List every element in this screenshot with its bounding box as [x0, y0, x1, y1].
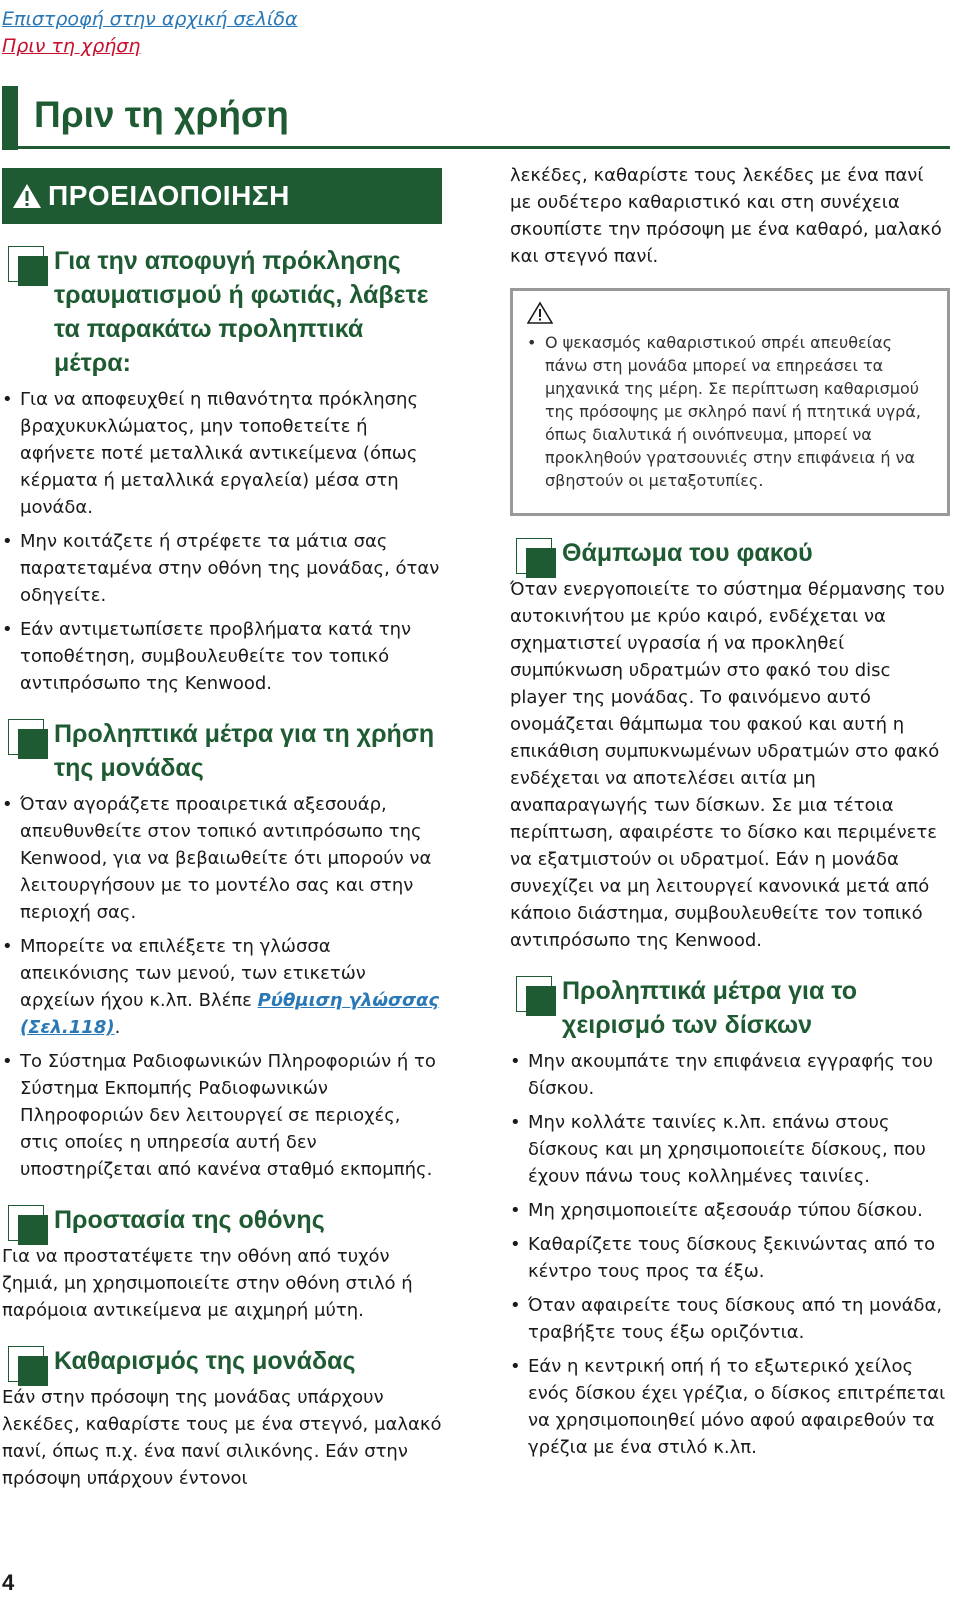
- warning-triangle-icon: [12, 182, 42, 210]
- section-disc-handling-heading: [510, 974, 950, 1042]
- page-title: Πριν τη χρήση: [34, 94, 289, 135]
- lens-fogging-heading: Θάμπωμα του φακού: [562, 539, 813, 567]
- disc-handling-heading: Προληπτικά μέτρα για το χειρισμό των δίσκων: [562, 977, 858, 1039]
- section-marker-icon: [8, 246, 48, 286]
- list-item: • Μη χρησιμοποιείτε αξεσουάρ τύπου δίσκου.: [510, 1197, 950, 1224]
- warning-banner: [2, 168, 442, 224]
- section-marker-icon: [8, 719, 48, 759]
- caution-triangle-icon: [527, 301, 553, 325]
- list-item: • Εάν η κεντρική οπή ή το εξωτερικό χείλος ενός δίσκου έχει γρέζια, ο δίσκος επιτρέπεται να χρησιμοποιηθεί μόνο αφού αφαιρεθούν τα γρέζια με ένα στιλό κ.λπ.: [510, 1353, 950, 1461]
- section-unit-precautions-heading: [2, 717, 442, 785]
- list-item: • Όταν αφαιρείτε τους δίσκους από τη μονάδα, τραβήξτε τους έξω οριζόντια.: [510, 1292, 950, 1346]
- cleaning-text: Εάν στην πρόσοψη της μονάδας υπάρχουν λεκέδες, καθαρίστε τους με ένα στεγνό, μαλακό πανί, όπως π.χ. ένα πανί σιλικόνης. Εάν στην πρόσοψη υπάρχουν έντονοι: [2, 1387, 442, 1489]
- list-item: • Μην κολλάτε ταινίες κ.λπ. επάνω στους δίσκους και μη χρησιμοποιείτε δίσκους, που έχουν πάνω τους κολλημένες ταινίες.: [510, 1109, 950, 1190]
- right-column: [510, 162, 950, 1468]
- list-item: • Καθαρίζετε τους δίσκους ξεκινώντας από το κέντρο τους προς τα έξω.: [510, 1231, 950, 1285]
- lens-fogging-text: Όταν ενεργοποιείτε το σύστημα θέρμανσης του αυτοκινήτου με κρύο καιρό, ενδέχεται να σχηματιστεί υγρασία ή να προκληθεί συμπύκνωση υδρατμών στο φακό του disc player της μονάδας. Το φαινόμενο αυτό ονομάζεται θάμπωμα του φακού και αυτή η επικάθιση συμπυκνωμένων υδρατμών στο φακό ενδέχεται να αποτελέσει αιτία μη αναπαραγωγής των δίσκων. Σε μια τέτοια περίπτωση, αφαιρέστε το δίσκο και περιμένετε να εξατμιστούν οι υδρατμοί. Εάν η μονάδα συνεχίζει να μη λειτουργεί κανονικά μετά από κάποιο διάστημα, συμβουλευθείτε τον τοπικό αντιπρόσωπο της Kenwood.: [510, 579, 945, 951]
- cleaning-text-continued: λεκέδες, καθαρίστε τους λεκέδες με ένα πανί με ουδέτερο καθαριστικό και στη συνέχεια σκουπίστε την πρόσοψη με ένα καθαρό, μαλακό και στεγνό πανί.: [510, 165, 942, 267]
- section-marker-icon: [8, 1205, 48, 1245]
- section-warning-heading: [2, 244, 442, 380]
- screen-protection-text: Για να προστατέψετε την οθόνη από τυχόν ζημιά, μη χρησιμοποιείτε στην οθόνη στιλό ή παρόμοια αντικείμενα με αιχμηρή μύτη.: [2, 1246, 413, 1321]
- screen-protection-heading: Προστασία της οθόνης: [54, 1206, 325, 1234]
- current-section-link[interactable]: Πριν τη χρήση: [2, 35, 141, 57]
- warning-heading: Για την αποφυγή πρόκλησης τραυματισμού ή φωτιάς, λάβετε τα παρακάτω προληπτικά μέτρα:: [54, 247, 429, 377]
- unit-precautions-list: [2, 791, 442, 1183]
- list-item: • Μην ακουμπάτε την επιφάνεια εγγραφής του δίσκου.: [510, 1048, 950, 1102]
- list-item: [2, 933, 442, 1041]
- section-screen-protection-heading: [2, 1203, 442, 1237]
- title-divider: [2, 146, 950, 149]
- cleaning-heading: Καθαρισμός της μονάδας: [54, 1347, 356, 1375]
- caution-list: [527, 331, 933, 492]
- warning-list: [2, 386, 442, 697]
- disc-handling-list: [510, 1048, 950, 1461]
- left-column: [2, 168, 442, 1492]
- caution-box: [510, 288, 950, 516]
- home-link[interactable]: Επιστροφή στην αρχική σελίδα: [2, 8, 298, 30]
- list-item: • Μην κοιτάζετε ή στρέφετε τα μάτια σας παρατεταμένα στην οθόνη της μονάδας, όταν οδηγείτε.: [2, 528, 442, 609]
- list-item: • Εάν αντιμετωπίσετε προβλήματα κατά την τοποθέτηση, συμβουλευθείτε τον τοπικό αντιπρόσωπο της Kenwood.: [2, 616, 442, 697]
- unit-precautions-heading: Προληπτικά μέτρα για τη χρήση της μονάδας: [54, 720, 435, 782]
- list-item: • Για να αποφευχθεί η πιθανότητα πρόκλησης βραχυκυκλώματος, μην τοποθετείτε ή αφήνετε ποτέ μεταλλικά αντικείμενα (όπως κέρματα ή μεταλλικά εργαλεία) μέσα στη μονάδα.: [2, 386, 442, 521]
- list-item: • Όταν αγοράζετε προαιρετικά αξεσουάρ, απευθυνθείτε στον τοπικό αντιπρόσωπο της Kenwood, για να βεβαιωθείτε ότι μπορούν να λειτουργήσουν με το μοντέλο σας και στην περιοχή σας.: [2, 791, 442, 926]
- title-accent-bar: [2, 86, 18, 150]
- section-marker-icon: [516, 538, 556, 578]
- section-lens-fogging-heading: [510, 536, 950, 570]
- list-item-text: Μπορείτε να επιλέξετε τη γλώσσα απεικόνισης των μενού, των ετικετών αρχείων ήχου κ.λπ. Βλέπε: [20, 936, 366, 1011]
- section-marker-icon: [8, 1346, 48, 1386]
- list-item-text-end: .: [114, 1017, 121, 1038]
- section-marker-icon: [516, 976, 556, 1016]
- list-item: • Το Σύστημα Ραδιοφωνικών Πληροφοριών ή το Σύστημα Εκπομπής Ραδιοφωνικών Πληροφοριών δεν λειτουργεί σε περιοχές, στις οποίες η υπηρεσία αυτή δεν υποστηρίζεται από κανένα σταθμό εκπομπής.: [2, 1048, 442, 1183]
- section-cleaning-heading: [2, 1344, 442, 1378]
- language-settings-link[interactable]: Ρύθμιση γλώσσας (Σελ.118): [20, 990, 440, 1038]
- warning-banner-text: ΠΡΟΕΙΔΟΠΟΙΗΣΗ: [48, 180, 290, 211]
- page-number: 4: [2, 1570, 15, 1595]
- list-item: • Ο ψεκασμός καθαριστικού σπρέι απευθείας πάνω στη μονάδα μπορεί να επηρεάσει τα μηχανικά της μέρη. Σε περίπτωση καθαρισμού της πρόσοψης με σκληρό πανί ή πτητικά υγρά, όπως διαλυτικά ή οινόπνευμα, μπορεί να προκληθούν γρατσουνιές στην επιφάνεια ή να σβηστούν οι μεταξοτυπίες.: [527, 331, 933, 492]
